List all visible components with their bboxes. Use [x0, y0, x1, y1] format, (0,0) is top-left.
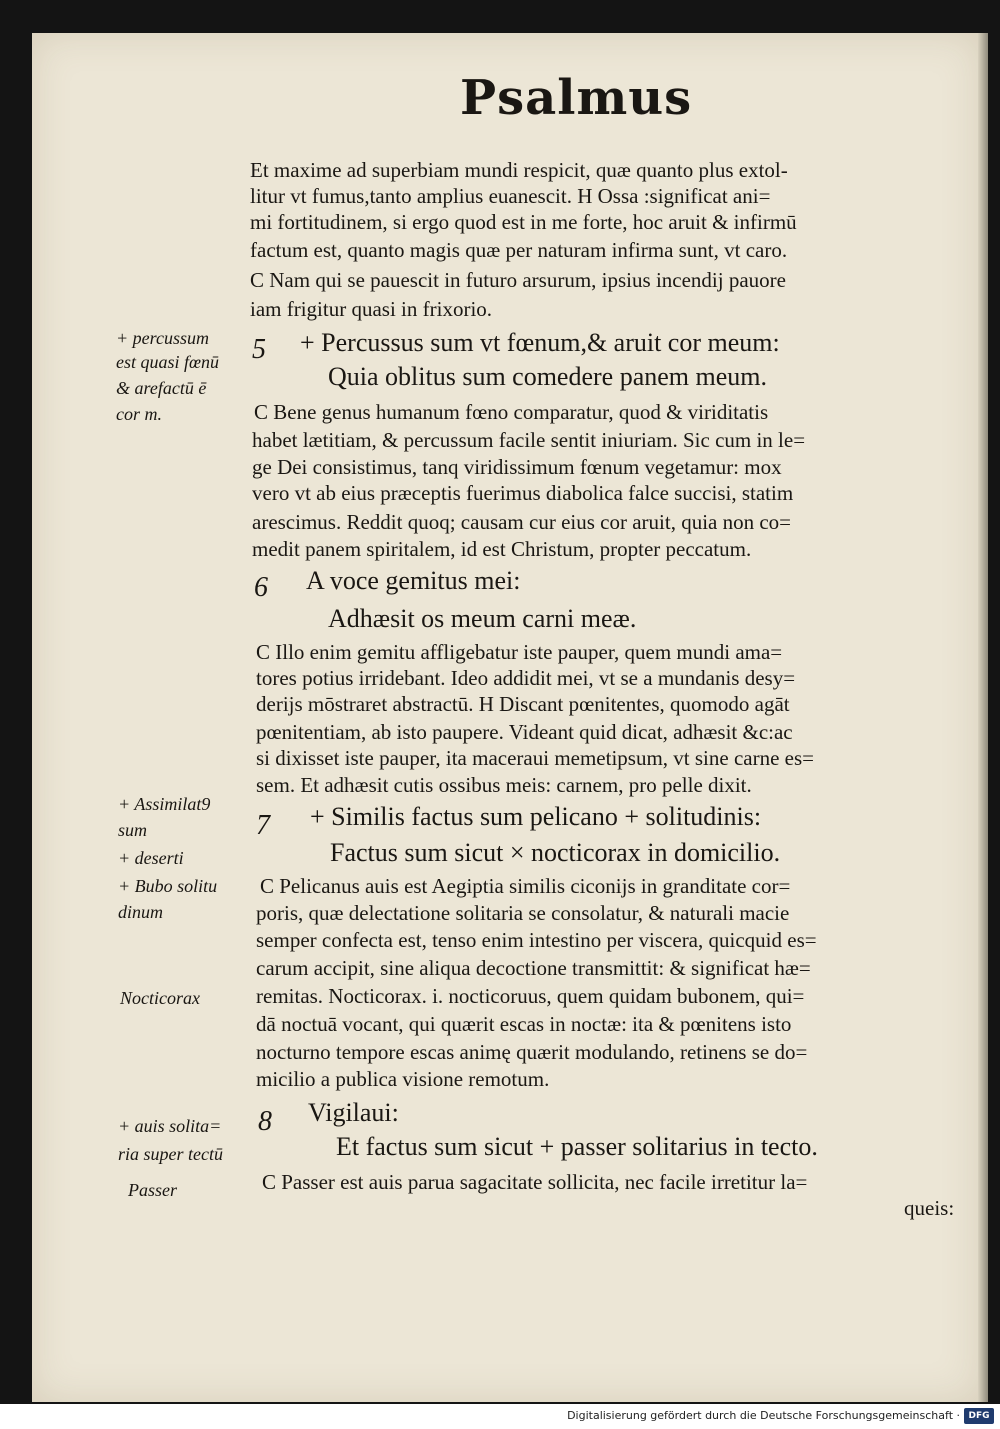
funding-credit: Digitalisierung gefördert durch die Deutsche Forschungsgemeinschaft · [567, 1409, 960, 1422]
body-line: C Bene genus humanum fœno comparatur, quod & viriditatis [254, 400, 769, 424]
verse-line: Adhæsit os meum carni meæ. [328, 604, 637, 633]
margin-note: sum [118, 820, 148, 840]
margin-note: + deserti [118, 848, 184, 868]
margin-note: Nocticorax [120, 988, 200, 1008]
body-line: si dixisset iste pauper, ita maceraui memetipsum, vt sine carne es= [256, 746, 815, 770]
body-line: C Pelicanus auis est Aegiptia similis ciconijs in granditate cor= [260, 874, 791, 898]
body-line: litur vt fumus,tanto amplius euanescit. H Ossa :significat ani= [250, 184, 771, 208]
body-line: poris, quæ delectatione solitaria se consolatur, & naturali macie [256, 901, 790, 925]
body-line: semper confecta est, tenso enim intestino per viscera, quicquid es= [256, 928, 817, 952]
margin-note: dinum [118, 902, 163, 922]
body-line: Et maxime ad superbiam mundi respicit, quæ quanto plus extol- [250, 158, 788, 182]
body-line: micilio a publica visione remotum. [256, 1067, 550, 1091]
margin-note: ria super tectū [118, 1144, 223, 1164]
body-line: mi fortitudinem, si ergo quod est in me forte, hoc aruit & infirmū [250, 210, 797, 234]
verse-number: 6 [254, 572, 268, 603]
body-line: dā noctuā vocant, qui quærit escas in noctæ: ita & pœnitens isto [256, 1012, 792, 1036]
margin-note: + auis solita= [118, 1116, 222, 1136]
margin-note: + Bubo solitu [118, 876, 218, 896]
body-line: ge Dei consistimus, tanq viridissimum fœnum vegetamur: mox [252, 455, 782, 479]
margin-note: + percussum [116, 328, 209, 348]
verse-number: 7 [256, 810, 270, 841]
margin-note: est quasi fœnū [116, 352, 220, 372]
body-line: derijs mōstraret abstractū. H Discant pœnitentes, quomodo agāt [256, 692, 790, 716]
dfg-logo: DFG [964, 1408, 994, 1424]
body-line: C Illo enim gemitu affligebatur iste pauper, quem mundi ama= [256, 640, 783, 664]
verse-number: 8 [258, 1106, 272, 1137]
body-line: queis: [904, 1196, 955, 1220]
verse-line: + Similis factus sum pelicano + solitudinis: [310, 802, 762, 831]
body-line: tores potius irridebant. Ideo addidit mei, vt se a mundanis desy= [256, 666, 796, 690]
body-line: pœnitentiam, ab isto paupere. Videant quid dicat, adhæsit &c:ac [256, 720, 793, 744]
body-line: factum est, quanto magis quæ per naturam infirma sunt, vt caro. [250, 238, 788, 262]
verse-line: Factus sum sicut × nocticorax in domicilio. [330, 838, 781, 867]
verse-line: + Percussus sum vt fœnum,& aruit cor meum: [300, 328, 780, 357]
margin-note: & arefactū ē [116, 378, 207, 398]
body-line: sem. Et adhæsit cutis ossibus meis: carnem, pro pelle dixit. [256, 773, 752, 797]
margin-note: Passer [128, 1180, 177, 1200]
page-title: Psalmus [460, 70, 693, 126]
body-line: habet lætitiam, & percussum facile sentit iniuriam. Sic cum in le= [252, 428, 806, 452]
verse-line: Et factus sum sicut + passer solitarius in tecto. [336, 1132, 818, 1161]
body-line: vero vt ab eius præceptis fuerimus diabolica falce succisi, statim [252, 481, 794, 505]
body-line: medit panem spiritalem, id est Christum, propter peccatum. [252, 537, 752, 561]
body-line: nocturno tempore escas animę quærit modulando, retinens se do= [256, 1040, 808, 1064]
verse-line: A voce gemitus mei: [306, 566, 521, 595]
body-line: carum accipit, sine aliqua decoctione transmittit: & significat hæ= [256, 956, 811, 980]
footer-bar [0, 1404, 1000, 1429]
body-line: C Passer est auis parua sagacitate sollicita, nec facile irretitur la= [262, 1170, 808, 1194]
verse-line: Vigilaui: [308, 1098, 399, 1127]
body-line: arescimus. Reddit quoq; causam cur eius cor aruit, quia non co= [252, 510, 792, 534]
body-line: remitas. Nocticorax. i. nocticoruus, quem quidam bubonem, qui= [256, 984, 805, 1008]
margin-note: cor m. [116, 404, 162, 424]
verse-line: Quia oblitus sum comedere panem meum. [328, 362, 768, 391]
body-line: iam frigitur quasi in frixorio. [250, 297, 493, 321]
verse-number: 5 [252, 334, 266, 365]
margin-note: + Assimilat9 [118, 794, 211, 814]
body-line: C Nam qui se pauescit in futuro arsurum, ipsius incendij pauore [250, 268, 786, 292]
